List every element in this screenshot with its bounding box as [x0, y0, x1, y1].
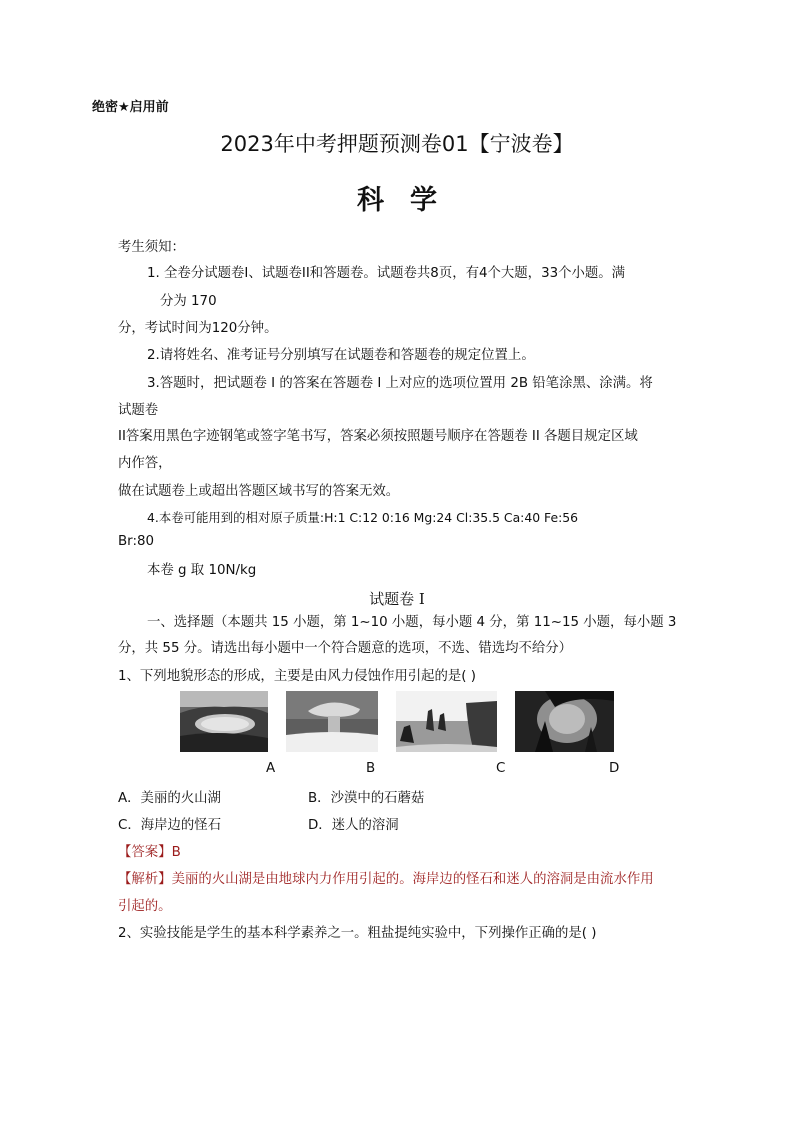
coastal-rocks-image — [396, 691, 497, 752]
notice-item-1-end: 分，考试时间为120分钟。 — [118, 321, 278, 336]
answer-value: B — [171, 845, 181, 860]
answer-tag: 【答案】 — [118, 845, 172, 860]
notice-item-1: 1. 全卷分试题卷I、试题卷II和答题卷。试题卷共8页，有4个大题，33个小题。满 — [147, 266, 626, 281]
confidential-mark: 绝密★启用前 — [92, 100, 169, 115]
karst-cave-image — [515, 691, 614, 752]
exam-title: 2023年中考押题预测卷01【宁波卷】 — [220, 132, 574, 156]
notice-item-1-cont: 分为 170 — [160, 294, 217, 309]
mushroom-rock-image — [286, 691, 378, 752]
image-label-b: B — [366, 761, 376, 776]
notice-item-3-end: 做在试题卷上或超出答题区域书写的答案无效。 — [118, 484, 400, 499]
analysis-text: 美丽的火山湖是由地球内力作用引起的。海岸边的怪石和迷人的溶洞是由流水作用 — [171, 872, 654, 887]
notice-item-3-cont3: 内作答， — [118, 456, 172, 471]
volcanic-lake-image — [180, 691, 268, 752]
notice-item-3-cont2: II答案用黑色字迹钢笔或签字笔书写，答案必须按照题号顺序在答题卷 II 各题目规定区域 — [118, 429, 638, 444]
q1-option-c: C．海岸边的怪石 — [118, 818, 222, 833]
q1-analysis — [118, 868, 654, 887]
notice-item-4: 4.本卷可能用到的相对原子质量:H:1 C:12 0:16 Mg:24 Cl:35.5 Ca:40 Fe:56 — [147, 510, 579, 525]
image-label-a: A — [266, 761, 276, 776]
q2-stem: 2、实验技能是学生的基本科学素养之一。粗盐提纯实验中，下列操作正确的是( ) — [118, 926, 597, 941]
image-label-c: C — [496, 761, 506, 776]
notice-heading: 考生须知： — [118, 240, 185, 255]
q1-stem: 1、下列地貌形态的形成，主要是由风力侵蚀作用引起的是( ) — [118, 669, 476, 684]
q1-option-d: D．迷人的溶洞 — [308, 818, 399, 833]
image-label-d: D — [609, 761, 620, 776]
q1-answer — [118, 841, 181, 860]
notice-item-3-cont: 试题卷 — [118, 403, 159, 418]
section-intro-cont: 分，共 55 分。请选出每小题中一个符合题意的选项，不选、错选均不给分） — [118, 641, 573, 656]
section-intro: 一、选择题（本题共 15 小题，第 1~10 小题，每小题 4 分，第 11~15 小题，每小题 3 — [147, 615, 677, 630]
notice-item-2: 2.请将姓名、准考证号分别填写在试题卷和答题卷的规定位置上。 — [147, 348, 535, 363]
notice-item-4-cont: Br:80 — [118, 534, 155, 549]
analysis-tag: 【解析】 — [118, 872, 172, 887]
notice-item-3: 3.答题时，把试题卷 I 的答案在答题卷 I 上对应的选项位置用 2B 铅笔涂黑、涂满。将 — [147, 376, 653, 391]
subject-title: 科学 — [357, 185, 463, 216]
notice-item-5: 本卷 g 取 10N/kg — [147, 563, 257, 578]
q1-analysis-cont: 引起的。 — [118, 899, 172, 914]
section-title: 试题卷 I — [369, 590, 425, 608]
q1-option-a: A．美丽的火山湖 — [118, 791, 221, 806]
q1-option-b: B．沙漠中的石蘑菇 — [308, 791, 425, 806]
